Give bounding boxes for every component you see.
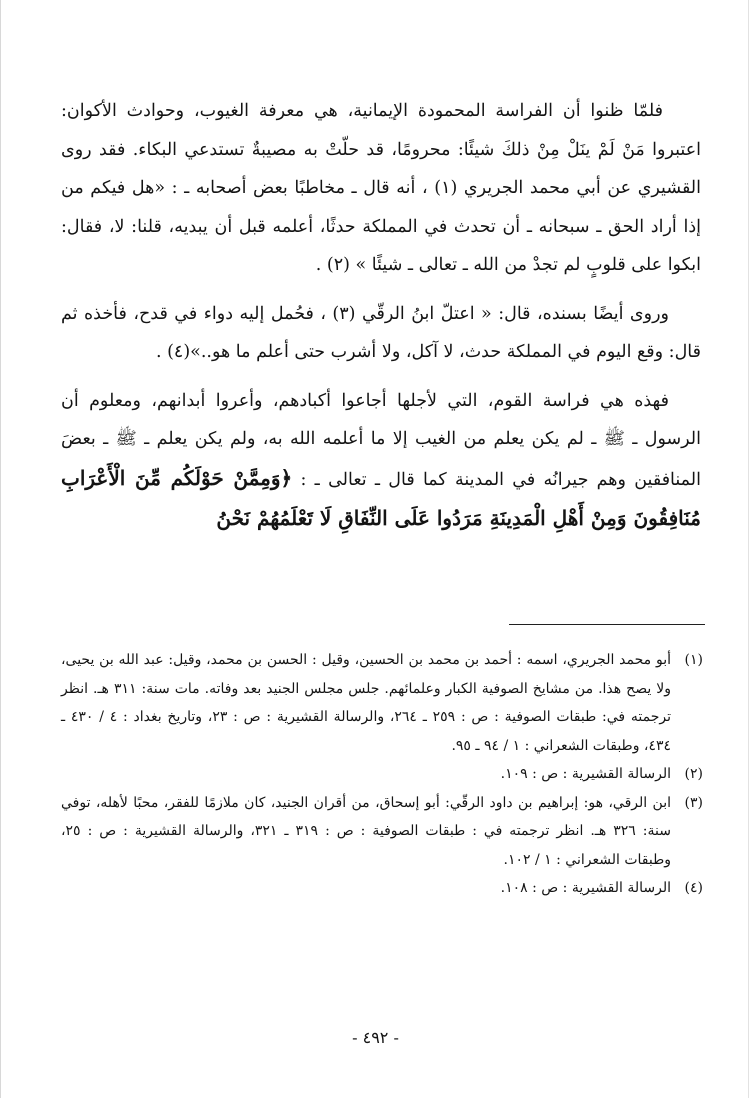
footnote-separator — [509, 624, 705, 625]
footnote-4 — [61, 874, 703, 903]
footnote-number: (٢) — [684, 766, 703, 782]
main-text — [61, 92, 701, 540]
footnote-number: (٣) — [684, 794, 703, 811]
footnote-3 — [61, 789, 703, 875]
footnote-text: الرسالة القشيرية : ص : ١٠٩. — [500, 766, 671, 782]
footnote-number: (١) — [684, 652, 703, 668]
footnote-text: ابن الرقي، هو: إبراهيم بن داود الرقّي: أبو إسحاق، من أقران الجنيد، كان ملازمًا للفقر، محبًا لأهله، توفي سنة: ٣٢٦ هـ. انظر ترجمته في : طبقات الصوفية : ص : ٣١٩ ـ ٣٢١، والرسالة القشيرية : ص : ٢٥، وطبقات الشعراني : ١ / ١٠٢. — [61, 794, 671, 868]
footnote-1 — [61, 646, 703, 760]
footnote-text: أبو محمد الجريري، اسمه : أحمد بن محمد بن الحسين، وقيل : الحسن بن محمد، وقيل: عبد الله بن يحيى، ولا يصح هذا. من مشايخ الصوفية الكبار وعلمائهم. جلس مجلس الجنيد بعد وفاته. مات سنة: ٣١١ هـ. انظر ترجمته في: طبقات الصوفية : ص : ٢٥٩ ـ ٢٦٤، والرسالة القشيرية : ص : ٢٣، وتاريخ بغداد : ٤ / ٤٣٠ ـ ٤٣٤، وطبقات الشعراني : ١ / ٩٤ ـ ٩٥. — [61, 652, 671, 754]
paragraph-3-text: فهذه هي فراسة القوم، التي لأجلها أجاعوا أكبادهم، وأعروا أبدانهم، ومعلوم أن الرسول ـ ﷺ ـ لم يكن يعلم من الغيب إلا ما أعلمه الله به، ولم يكن يعلم ـ ﷺ ـ بعضَ المنافقين وهم جيرانُه في المدينة كما قال ـ تعالى ـ : — [61, 390, 701, 490]
page-number: - ٤٩٢ - — [352, 1028, 399, 1047]
footnote-2 — [61, 760, 703, 789]
footnote-number: (٤) — [684, 880, 703, 896]
footnotes — [61, 646, 703, 903]
paragraph-2: وروى أيضًا بسنده، قال: « اعتلّ ابنُ الرقّي (٣) ، فحُمل إليه دواء في قدح، فأخذه ثم قال: وقع اليوم في المملكة حدث، لا آكل، ولا أشرب حتى أعلم ما هو..»(٤) . — [61, 303, 701, 362]
paragraph-3 — [61, 382, 701, 540]
footnote-text: الرسالة القشيرية : ص : ١٠٨. — [500, 880, 671, 896]
paragraph-1: فلمّا ظنوا أن الفراسة المحمودة الإيمانية، هي معرفة الغيوب، وحوادث الأكوان: اعتبروا مَنْ لَمْ ينَلْ مِنْ ذلكَ شيئًا: محرومًا، قد حلّتْ به مصيبةٌ تستدعي البكاء. فقد روى القشيري عن أبي محمد الجريري (١) ، أنه قال ـ مخاطبًا بعض أصحابه ـ : «هل فيكم من إذا أراد الحق ـ سبحانه ـ أن تحدث في المملكة حدثًا، أعلمه قبل أن يبديه، قلنا: لا، فقال: ابكوا على قلوبٍ لم تجدْ من الله ـ تعالى ـ شيئًا » (٢) . — [61, 101, 701, 275]
quran-verse: ﴿وَمِمَّنْ حَوْلَكُم مِّنَ الْأَعْرَابِ مُنَافِقُونَ وَمِنْ أَهْلِ الْمَدِينَةِ مَرَدُوا عَلَى النِّفَاقِ لَا تَعْلَمُهُمْ نَحْنُ — [61, 465, 701, 530]
